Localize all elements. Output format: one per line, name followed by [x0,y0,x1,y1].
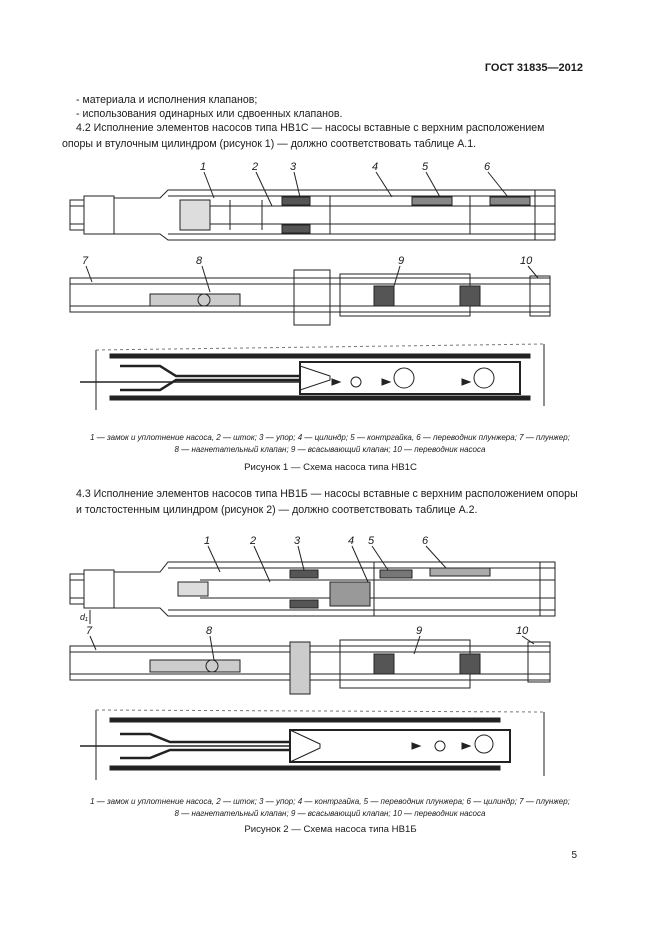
fig2-callout-1: 1 [204,535,211,547]
fig1-callout-2: 2 [252,161,259,173]
figure-1-mid-assembly [70,270,550,325]
bullet-materials: - материала и исполнения клапанов; [76,94,258,106]
paragraph-4-3: 4.3 Исполнение элементов насосов типа НВ1Б — насосы вставные с верхним расположением опоры и толстостенным цилиндром (рисунок 2) — должно соответствовать таблице А.2. [76,488,578,516]
bullet-valves: - использования одинарных или сдвоенных клапанов. [76,108,343,120]
fig1-callout-5: 5 [422,161,429,173]
fig2-callout-4: 4 [348,535,355,547]
fig2-callout-3: 3 [294,535,301,547]
fig1-callout-7: 7 [82,255,89,267]
fig2-callout-2: 2 [250,535,257,547]
fig2-dimension-d1: d₁ [80,612,88,622]
fig1-callout-4: 4 [372,161,379,173]
fig1-callout-6: 6 [484,161,491,173]
figure-2-schematic [80,710,544,780]
fig2-callout-9: 9 [416,625,423,637]
figure-2-top-assembly [70,562,555,624]
fig2-callout-5: 5 [368,535,375,547]
figure-1-top-assembly [70,190,555,240]
figure-1-legend-line1: 1 — замок и уплотнение насоса, 2 — шток; 3 — упор; 4 — цилиндр; 5 — контргайка, 6 — переводник плунжера; 7 — плунжер; [90,433,570,442]
fig1-callout-3: 3 [290,161,297,173]
figure-1-legend-line2: 8 — нагнетательный клапан; 9 — всасывающий клапан; 10 — переводник насоса [174,445,486,454]
fig1-callout-8: 8 [196,255,203,267]
standard-header: ГОСТ 31835—2012 [484,62,583,74]
fig1-callout-9: 9 [398,255,405,267]
fig1-callout-10: 10 [520,255,533,267]
page-number: 5 [571,850,577,861]
fig2-callout-8: 8 [206,625,213,637]
figure-2-title: Рисунок 2 — Схема насоса типа НВ1Б [244,824,417,835]
fig2-callout-7: 7 [86,625,93,637]
paragraph-4-2: 4.2 Исполнение элементов насосов типа НВ1С — насосы вставные с верхним расположением опоры и втулочным цилиндром (рисунок 1) — должно соответствовать таблице А.1. [62,122,545,150]
fig2-callout-10: 10 [516,625,529,637]
figure-1-title: Рисунок 1 — Схема насоса типа НВ1С [244,462,417,473]
fig2-callout-6: 6 [422,535,429,547]
figure-2-mid-assembly [70,640,550,694]
figure-2-legend-line1: 1 — замок и уплотнение насоса, 2 — шток; 3 — упор; 4 — контргайка, 5 — переводник плунжера; 6 — цилиндр; 7 — плунжер; [90,797,570,806]
fig1-callout-1: 1 [200,161,207,173]
figure-2-legend-line2: 8 — нагнетательный клапан; 9 — всасывающий клапан; 10 — переводник насоса [174,809,486,818]
figure-1-schematic [80,344,544,410]
